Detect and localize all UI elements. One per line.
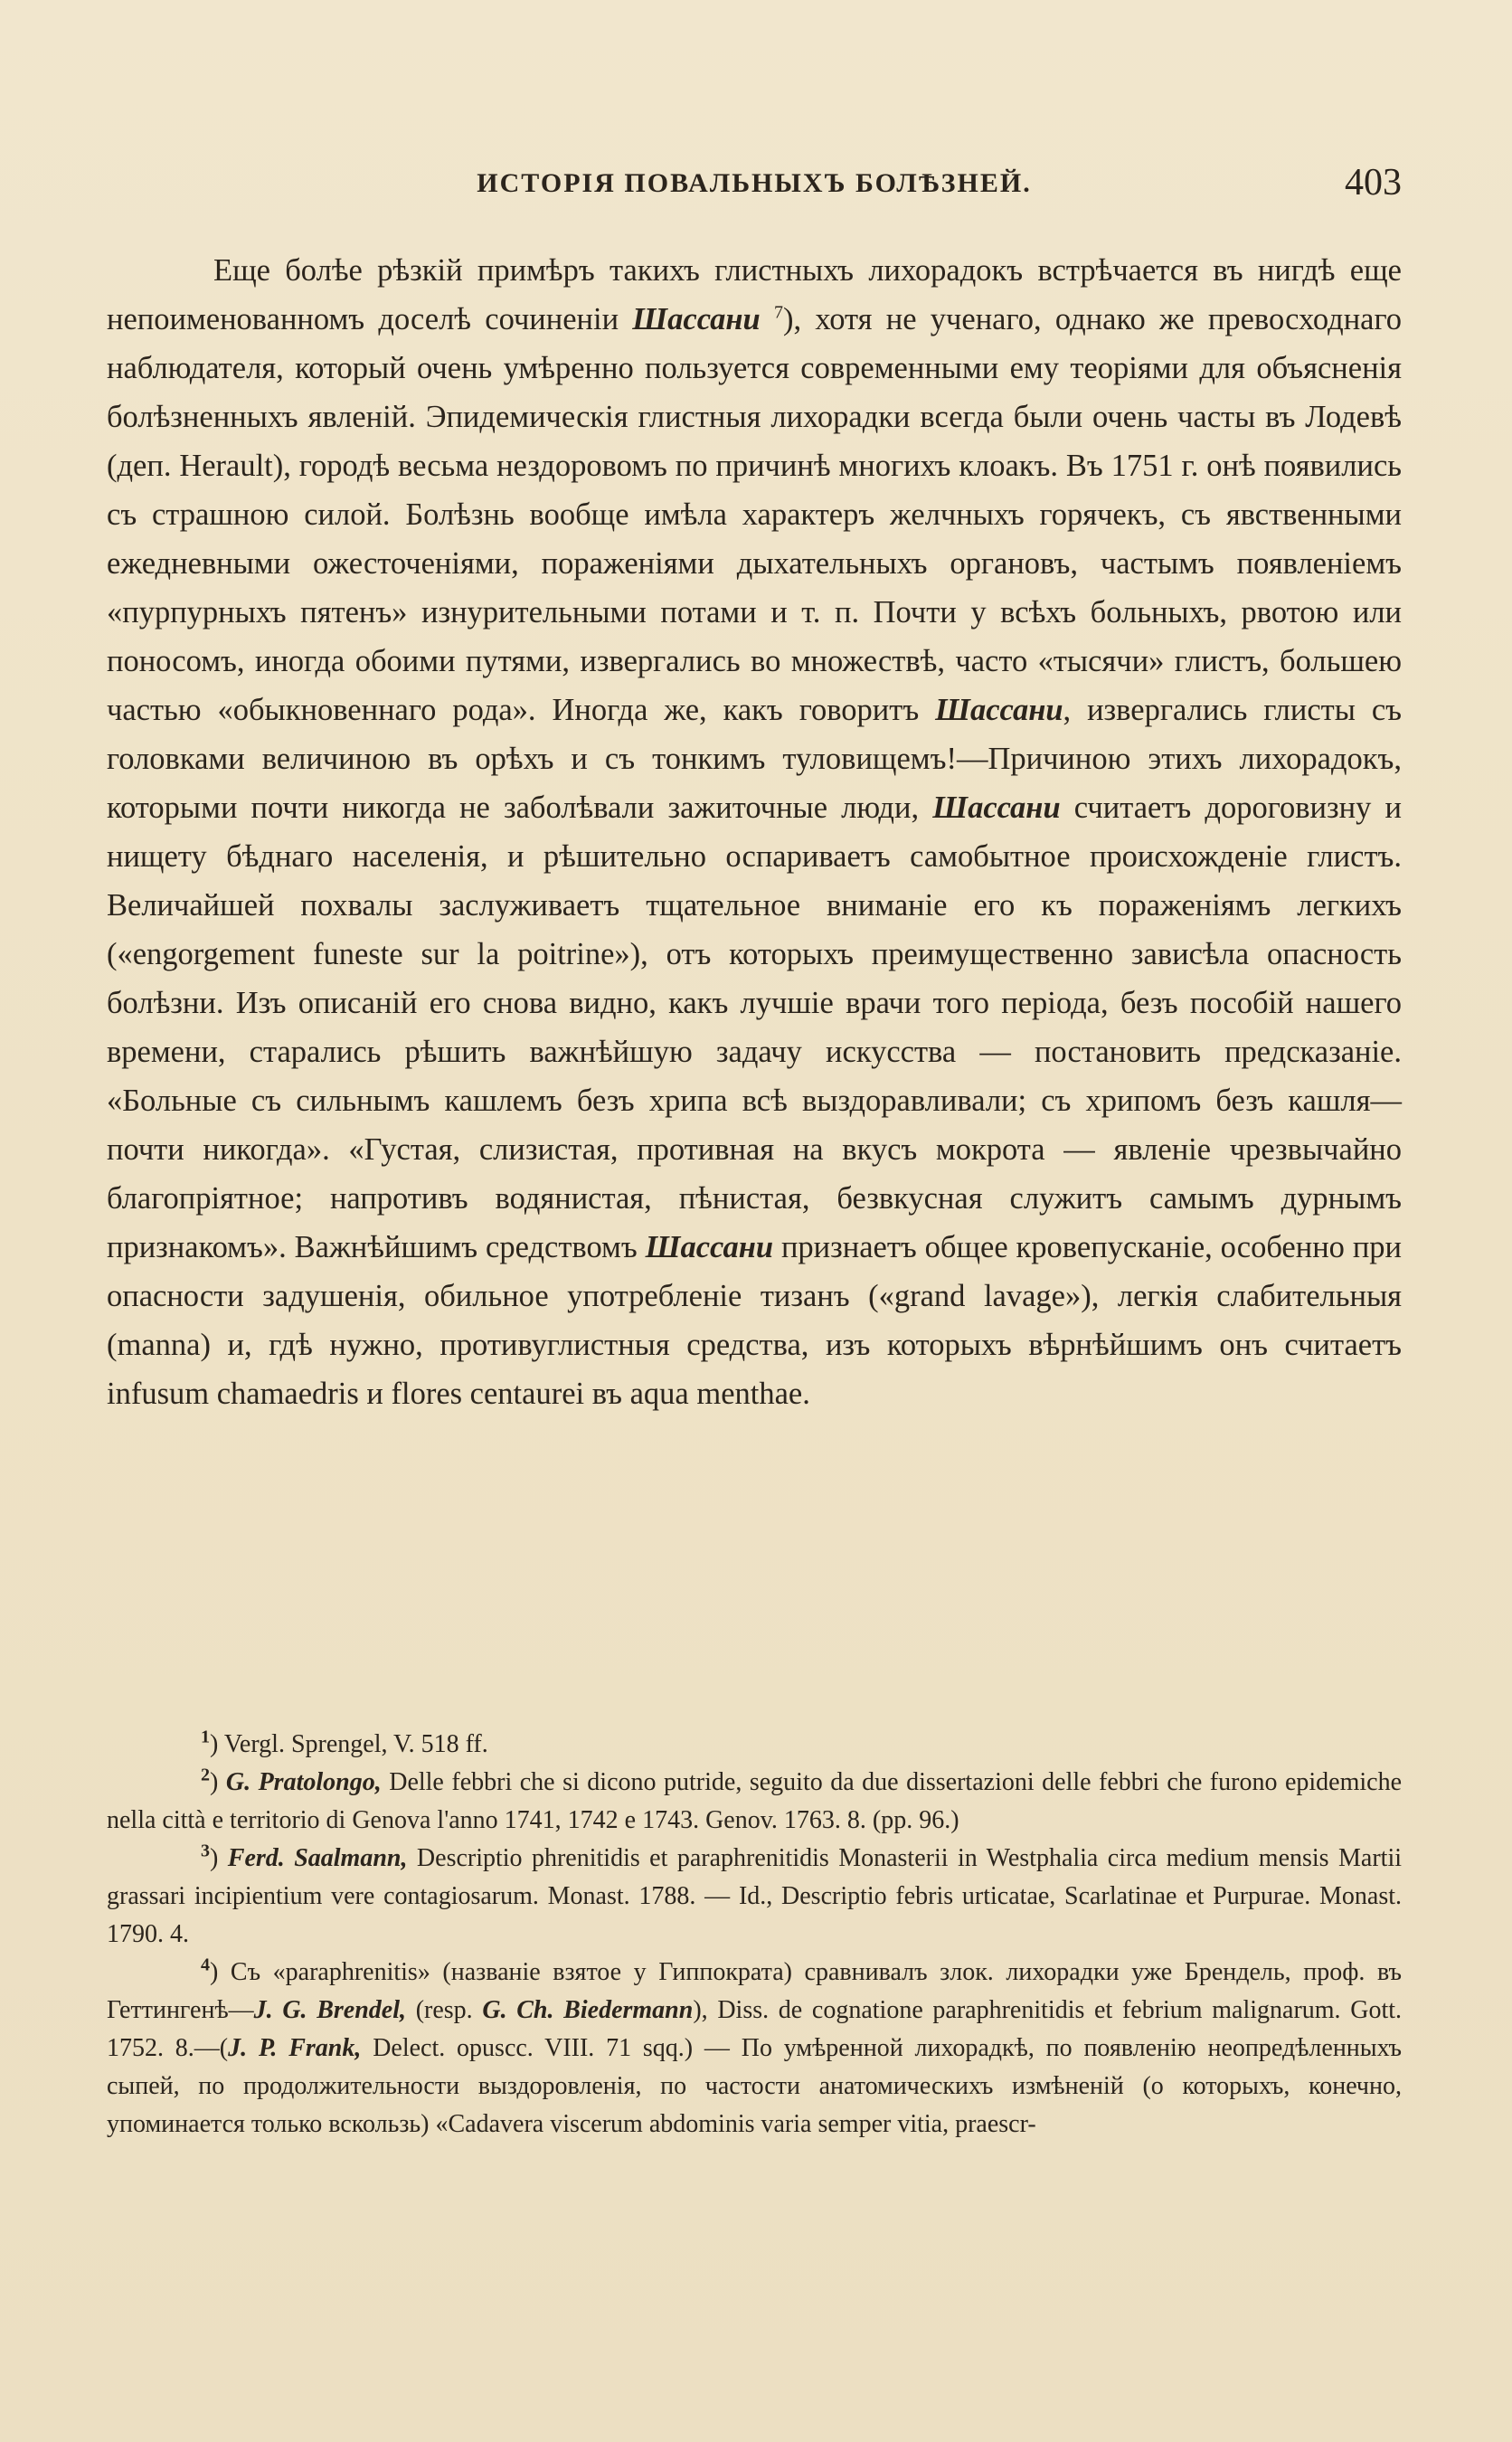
footnote-mark: 1 bbox=[201, 1727, 210, 1747]
footnote-text: Descriptio phrenitidis et paraphrenitidis Monasterii in Westphalia circa medium mensis Martii grassari incipientium vere contagiosarum. Monast. 1788. — Id., Descriptio febris urticatae, Scarlatinae et Purpurae. Monast. 1790. 4. bbox=[107, 1844, 1403, 1948]
page-header bbox=[107, 161, 1402, 215]
footnotes bbox=[107, 1726, 1402, 2144]
running-title: ИСТОРІЯ ПОВАЛЬНЫХЪ БОЛѢЗНЕЙ. bbox=[477, 168, 1032, 198]
footnote-mark: 3 bbox=[201, 1841, 210, 1861]
author-name: J. P. Frank, bbox=[228, 2034, 362, 2062]
text-run: признаетъ общее кровепусканіе, особенно при опасности задушенія, обильное употребленіе тизанъ («grand lavage»), легкія слабительныя (manna) и, гдѣ нужно, противуглистныя средства, изъ которыхъ вѣрнѣйшимъ онъ считаетъ infusum chamaedris и flores centaurei въ aqua menthae. bbox=[107, 1230, 1402, 1411]
text-run: ), хотя не ученаго, однако же превосходнаго наблюдателя, который очень умѣренно пользуется современными ему теоріями для объясненія болѣзненныхъ явленій. Эпидемическія глистныя лихорадки всегда были очень часты въ Лодевѣ (деп. Herault), городѣ весьма нездоровомъ по причинѣ многихъ клоакъ. Въ 1751 г. онѣ появились съ страшною силой. Болѣзнь вообще имѣла характеръ желчныхъ горячекъ, съ явственными ежедневными ожесточеніями, пораженіями дыхательныхъ органовъ, частымъ появленіемъ «пурпурныхъ пятенъ» изнурительными потами и т. п. Почти у всѣхъ больныхъ, рвотою или поносомъ, иногда обоими путями, извергались во множествѣ, часто «тысячи» глистъ, большею частью «обыкновеннаго рода». Иногда же, какъ говоритъ bbox=[107, 302, 1403, 727]
footnote-text: ), Diss. de cognatione paraphrenitidis et febrium malignarum. Gott. 1752. 8.—( bbox=[107, 1996, 1403, 2062]
author-name: G. Ch. Biedermann bbox=[482, 1996, 694, 2024]
main-text bbox=[107, 246, 1402, 1418]
text-run: Еще болѣе рѣзкій примѣръ такихъ глистныхъ лихорадокъ встрѣчается въ нигдѣ еще непоименованномъ доселѣ сочиненіи bbox=[107, 253, 1402, 336]
footnote-mark: 2 bbox=[201, 1765, 210, 1785]
text-run: , извергались глисты съ головками величиною въ орѣхъ и съ тонкимъ туловищемъ!—Причиною этихъ лихорадокъ, которыми почти никогда не заболѣвали зажиточные люди, bbox=[107, 693, 1402, 825]
footnote-ref: 7 bbox=[773, 302, 783, 323]
footnote-4 bbox=[107, 1954, 1402, 2144]
author-name: Шассани bbox=[645, 1230, 774, 1264]
footnote-1 bbox=[107, 1726, 1402, 1764]
author-name: Ferd. Saalmann, bbox=[227, 1844, 408, 1872]
paragraph bbox=[107, 246, 1402, 1418]
footnote-text: Delect. opuscc. VIII. 71 sqq.) — По умѣренной лихорадкѣ, по появленію неопредѣленныхъ сыпей, по продолжительности выздоровленія, по частости анатомическихъ измѣненій (о которыхъ, конечно, упоминается только вскользь) «Cadavera viscerum abdominis varia semper vitia, praescr- bbox=[107, 2034, 1403, 2138]
footnote-text: ) Vergl. Sprengel, V. 518 ff. bbox=[210, 1730, 488, 1758]
footnote-text: ) Съ «paraphrenitis» (названіе взятое у Гиппократа) сравнивалъ злок. лихорадки уже Брендель, проф. въ Геттингенѣ— bbox=[107, 1958, 1402, 2024]
text-run: считаетъ дороговизну и нищету бѣднаго населенія, и рѣшительно оспариваетъ самобытное происхожденіе глистъ. Величайшей похвалы заслуживаетъ тщательное вниманіе его къ пораженіямъ легкихъ («engorgement funeste sur la poitrine»), отъ которыхъ преимущественно зависѣла опасность болѣзни. Изъ описаній его снова видно, какъ лучшіе врачи того періода, безъ пособій нашего времени, старались рѣшить важнѣйшую задачу искусства — постановить предсказаніе. «Больные съ сильнымъ кашлемъ безъ хрипа всѣ выздоравливали; съ хрипомъ безъ кашля—почти никогда». «Густая, слизистая, противная на вкусъ мокрота — явленіе чрезвычайно благопріятное; напротивъ водянистая, пѣнистая, безвкусная служитъ самымъ дурнымъ признакомъ». Важнѣйшимъ средствомъ bbox=[107, 790, 1402, 1264]
footnote-text: Delle febbri che si dicono putride, seguito da due dissertazioni delle febbri che furono epidemiche nella città e territorio di Genova l'anno 1741, 1742 e 1743. Genov. 1763. 8. (pp. 96.) bbox=[107, 1768, 1403, 1834]
footnote-text: (resp. bbox=[406, 1996, 483, 2024]
footnote-3: $^3$) Ferd. Saalmann, Descriptio phrenitidis et paraphrenitidis Monasterii in Westphalia circa medium mensis Martii grassari incipientium vere contagiosarum. Monast. 1788. — Id., Descriptio febris urticatae, Scarlatinae et Purpurae. Monast. 1790. 4. bbox=[107, 1841, 1403, 1948]
page-number: 403 bbox=[1345, 162, 1402, 204]
author-name: G. Pratolongo, bbox=[225, 1768, 382, 1796]
author-name: Шассани bbox=[632, 302, 761, 336]
author-name: J. G. Brendel, bbox=[253, 1996, 407, 2024]
author-name: Шассани bbox=[932, 790, 1061, 825]
author-name: Шассани bbox=[935, 693, 1063, 727]
footnote-2: $^2$) G. Pratolongo, Delle febbri che si dicono putride, seguito da due dissertazioni delle febbri che furono epidemiche nella città e territorio di Genova l'anno 1741, 1742 e 1743. Genov. 1763. 8. (pp. 96.) bbox=[107, 1765, 1403, 1834]
footnote-mark: 4 bbox=[201, 1955, 210, 1975]
